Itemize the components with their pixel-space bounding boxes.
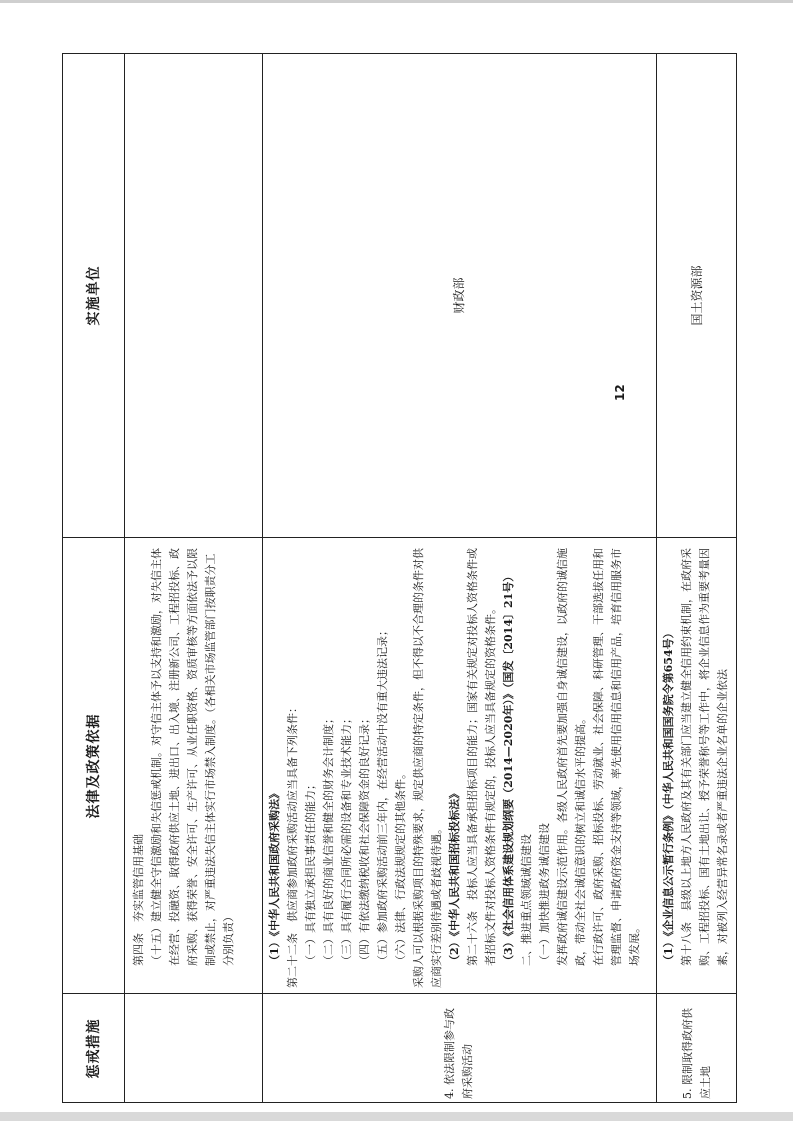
- scan-edge-top: [0, 0, 793, 3]
- page-number: 12: [613, 384, 627, 401]
- header-measure: 惩戒措施: [86, 1018, 102, 1079]
- header-rule: [124, 53, 125, 1103]
- header-basis: 法律及政策依据: [86, 713, 102, 819]
- basis-line: （二）具有良好的商业信誉和健全的财务会计制度；: [322, 713, 335, 966]
- measure-label: 4. 依法限制参与政府采购活动: [443, 1008, 474, 1099]
- row-3-measure: [656, 998, 737, 1099]
- basis-line: （一）具有独立承担民事责任的能力；: [304, 779, 317, 966]
- basis-line: （3）《社会信用体系建设规划纲要（2014—2020年）》（国发〔2014〕21号）: [502, 570, 515, 966]
- row-3-unit: [656, 53, 737, 538]
- basis-line: （十五）建立健全守信激励和失信惩戒机制。对守信主体予以支持和激励，对失信主体在经营、投融资、取得政府供应土地、进出口、出入境、注册新公司、工程招投标、政府采购、获得荣誉、安全许可、生产许可、从业任职资格、资质审核等方面依法予以限制或禁止，对严重违法失信主体实行市场禁入制度。（各相关市场监管部门按职责分工分别负责）: [150, 548, 235, 966]
- basis-line: 第二十二条 供应商参加政府采购活动应当具备下列条件：: [286, 702, 299, 988]
- basis-line: （2）《中华人民共和国招标投标法》: [448, 787, 461, 966]
- basis-line: 第十八条 县级以上地方人民政府及其有关部门应当建立健全信用约束机制，在政府采购、工程招投标、国有土地出让、授予荣誉称号等工作中，将企业信息作为重要考量因素，对被列入经营异常名录或者严重违法企业名单的企业依法: [680, 548, 729, 966]
- basis-line: （三）具有履行合同所必需的设备和专业技术能力；: [340, 713, 353, 966]
- basis-line: 采购人可以根据采购项目的特殊要求，规定供应商的特定条件，但不得以不合理的条件对供应商实行差别待遇或者歧视待遇。: [412, 548, 443, 988]
- basis-line: 发挥政府诚信建设示范作用。各级人民政府首先要加强自身诚信建设，以政府的诚信施政，带动全社会诚信意识的树立和诚信水平的提高。: [556, 548, 587, 966]
- measure-label: 5. 限制取得政府供应土地: [680, 1008, 712, 1099]
- basis-line: （六）法律、行政法规规定的其他条件。: [394, 768, 407, 966]
- col-rule-1: [62, 993, 737, 994]
- basis-line: 第四条 夯实监管信用基础: [132, 834, 145, 966]
- header-unit: 实施单位: [86, 265, 102, 326]
- row-2-unit: [262, 53, 656, 538]
- row-1-basis: [130, 543, 238, 988]
- row-3-basis: [660, 543, 732, 988]
- scan-edge-bottom: [0, 1112, 793, 1121]
- basis-line: （一）加快推进政务诚信建设: [538, 823, 551, 966]
- basis-line: （四）有依法缴纳税收和社会保障资金的良好记录；: [358, 713, 371, 966]
- row-2-measure: [262, 998, 656, 1099]
- basis-line: （五）参加政府采购活动前三年内，在经营活动中没有重大违法记录；: [376, 625, 389, 966]
- basis-line: （1）《中华人民共和国政府采购法》: [268, 787, 281, 966]
- basis-line: 在行政许可、政府采购、招标投标、劳动就业、社会保障、科研管理、干部选拔任用和管理监督、申请政府资金支持等领域，率先使用信用信息和信用产品，培育信用服务市场发展。: [592, 548, 641, 966]
- row-2-basis: [266, 543, 644, 988]
- basis-line: 第二十六条 投标人应当具备承担招标项目的能力；国家有关规定对投标人资格条件或者招标文件对投标人资格条件有规定的，投标人应当具备规定的资格条件。: [466, 548, 497, 966]
- unit-label: 财政部: [452, 277, 466, 314]
- basis-line: 二、推进重点领域诚信建设: [520, 834, 533, 966]
- unit-label: 国土资源部: [689, 265, 704, 326]
- basis-line: （1）《企业信息公示暂行条例》（中华人民共和国国务院令第654号）: [662, 627, 675, 966]
- rotated-page: [62, 53, 737, 1103]
